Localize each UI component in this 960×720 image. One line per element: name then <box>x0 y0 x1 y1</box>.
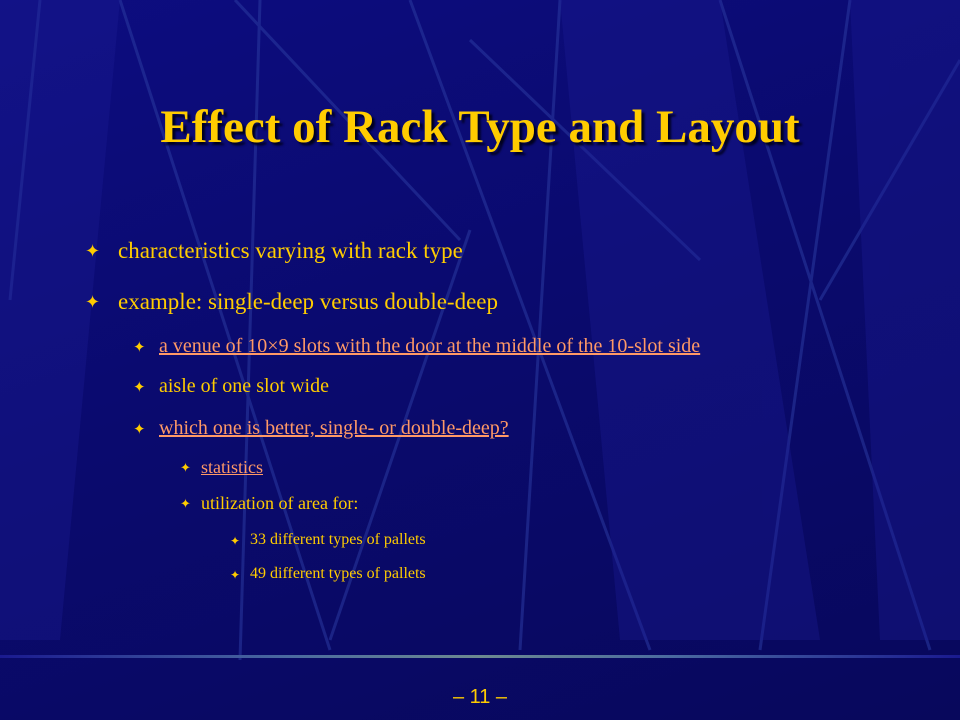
bullet-link[interactable]: statistics <box>201 457 263 477</box>
bullet-link[interactable]: which one is better, single- or double-deep? <box>159 417 509 439</box>
four-point-star-icon: ✦ <box>230 534 241 548</box>
bullet-text: utilization of area for: <box>201 493 359 513</box>
footer-divider <box>0 655 960 658</box>
bullet-link[interactable]: a venue of 10×9 slots with the door at the middle of the 10-slot side <box>159 335 701 357</box>
bullet-text: characteristics varying with rack type <box>118 238 463 263</box>
four-point-star-icon: ✦ <box>180 496 191 511</box>
four-point-star-icon: ✦ <box>85 292 101 312</box>
bullet-text: 33 different types of pallets <box>250 531 426 548</box>
four-point-star-icon: ✦ <box>133 380 146 396</box>
four-point-star-icon: ✦ <box>230 568 241 582</box>
four-point-star-icon: ✦ <box>85 241 101 261</box>
four-point-star-icon: ✦ <box>180 460 191 475</box>
slide-title: Effect of Rack Type and Layout <box>160 101 800 153</box>
four-point-star-icon: ✦ <box>133 340 146 356</box>
four-point-star-icon: ✦ <box>133 422 146 438</box>
bullet-text: example: single-deep versus double-deep <box>118 289 499 314</box>
bullet-text: 49 different types of pallets <box>250 565 426 582</box>
page-number: – 11 – <box>452 686 508 708</box>
bullet-text: aisle of one slot wide <box>159 375 329 397</box>
